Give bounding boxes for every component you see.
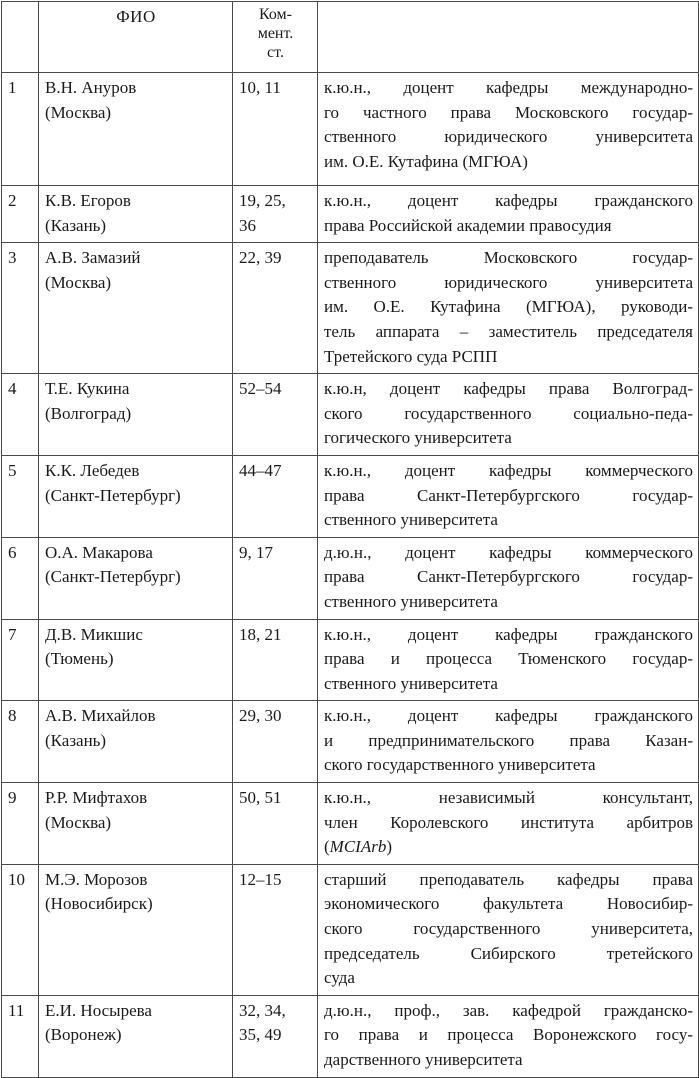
header-number bbox=[2, 2, 39, 73]
articles-cell bbox=[233, 243, 318, 374]
author-info-line: ственного юридического университета bbox=[324, 272, 693, 292]
author-info-line: ственного университета bbox=[324, 510, 498, 530]
articles-cell bbox=[233, 186, 318, 243]
table-row bbox=[2, 619, 699, 701]
articles-value: 35, 49 bbox=[239, 1025, 282, 1045]
author-info-line: ственного университета bbox=[324, 591, 498, 611]
author-info-line: гогического университета bbox=[324, 428, 512, 448]
row-number: 4 bbox=[2, 374, 39, 456]
author-name: О.А. Макарова bbox=[45, 542, 153, 562]
author-info-line: к.ю.н., доцент кафедры гражданского bbox=[324, 191, 693, 210]
author-info-cell bbox=[318, 864, 699, 995]
row-number: 10 bbox=[2, 864, 39, 995]
row-number: 5 bbox=[2, 455, 39, 537]
articles-cell bbox=[233, 864, 318, 995]
table-row bbox=[2, 186, 699, 243]
author-info-line: права Российской академии правосудия bbox=[324, 215, 612, 235]
table-header-row bbox=[2, 2, 699, 73]
author-name-cell bbox=[39, 73, 233, 186]
author-name-cell bbox=[39, 186, 233, 243]
author-info-line: го права и процесса Воронежского госу- bbox=[324, 1025, 693, 1045]
articles-cell bbox=[233, 374, 318, 456]
author-info-line: д.ю.н., доцент кафедры коммерческого bbox=[324, 542, 693, 562]
author-info-line: и предпринимательского права Казан- bbox=[324, 730, 693, 750]
author-name-cell bbox=[39, 995, 233, 1077]
row-number: 2 bbox=[2, 186, 39, 243]
author-name-cell bbox=[39, 374, 233, 456]
articles-cell bbox=[233, 619, 318, 701]
author-info-line: д.ю.н., проф., зав. кафедрой гражданско- bbox=[324, 1000, 693, 1020]
author-name-cell bbox=[39, 455, 233, 537]
row-number: 11 bbox=[2, 995, 39, 1077]
author-info-line: права Санкт-Петербургского государ- bbox=[324, 567, 693, 587]
author-info-line: экономического факультета Новосибир- bbox=[324, 894, 693, 914]
author-info-cell bbox=[318, 537, 699, 619]
author-name-cell bbox=[39, 243, 233, 374]
author-info-line: член Королевского института арбитров bbox=[324, 812, 693, 832]
header-info bbox=[318, 2, 699, 73]
author-info-line: тель аппарата – заместитель председателя bbox=[324, 321, 693, 341]
author-info-line: к.ю.н., доцент кафедры коммерческого bbox=[324, 460, 693, 480]
row-number: 3 bbox=[2, 243, 39, 374]
header-articles-line: мент. bbox=[257, 25, 294, 42]
author-city: (Новосибирск) bbox=[45, 894, 153, 914]
author-name-cell bbox=[39, 619, 233, 701]
author-info-line: к.ю.н., доцент кафедры гражданского bbox=[324, 624, 693, 644]
author-info-line: к.ю.н., доцент кафедры международно- bbox=[324, 78, 693, 97]
author-info-line: Третейского суда РСПП bbox=[324, 346, 498, 366]
table-row bbox=[2, 995, 699, 1077]
author-info-cell bbox=[318, 619, 699, 701]
author-name-cell bbox=[39, 783, 233, 865]
author-info-line: ственного юридического университета bbox=[324, 127, 693, 147]
row-number: 8 bbox=[2, 701, 39, 783]
articles-value: 44–47 bbox=[239, 460, 282, 480]
articles-cell bbox=[233, 701, 318, 783]
author-name: К.В. Егоров bbox=[45, 191, 131, 210]
articles-value: 9, 17 bbox=[239, 542, 273, 562]
articles-value: 22, 39 bbox=[239, 248, 282, 268]
author-info-cell bbox=[318, 374, 699, 456]
articles-cell bbox=[233, 995, 318, 1077]
author-city: (Санкт-Петербург) bbox=[45, 567, 181, 587]
author-name: Д.В. Микшис bbox=[45, 624, 143, 644]
header-articles bbox=[233, 2, 318, 73]
author-city: (Волгоград) bbox=[45, 403, 132, 423]
author-name: К.К. Лебедев bbox=[45, 460, 140, 480]
italic-abbreviation: MCIArb bbox=[329, 837, 387, 857]
author-info-line: ственного университета bbox=[324, 673, 498, 693]
author-city: (Санкт-Петербург) bbox=[45, 485, 181, 505]
author-info-line: го частного права Московского государ- bbox=[324, 102, 693, 122]
author-name-cell bbox=[39, 701, 233, 783]
author-info-cell bbox=[318, 455, 699, 537]
author-name: Е.И. Носырева bbox=[45, 1000, 152, 1020]
author-info-line: права и процесса Тюменского государ- bbox=[324, 649, 693, 669]
author-city: (Москва) bbox=[45, 812, 112, 832]
author-info-cell bbox=[318, 783, 699, 865]
articles-cell bbox=[233, 783, 318, 865]
table-row bbox=[2, 243, 699, 374]
row-number: 9 bbox=[2, 783, 39, 865]
author-info-line: к.ю.н., независимый консультант, bbox=[324, 788, 693, 808]
table-row bbox=[2, 701, 699, 783]
table-row bbox=[2, 455, 699, 537]
author-info-line: старший преподаватель кафедры права bbox=[324, 869, 693, 889]
table-row bbox=[2, 537, 699, 619]
author-info-line: ского государственного университета bbox=[324, 755, 596, 775]
author-info-line: им. О.Е. Кутафина (МГЮА) bbox=[324, 151, 528, 171]
articles-value: 32, 34, bbox=[239, 1000, 286, 1020]
articles-value: 12–15 bbox=[239, 869, 282, 889]
author-city: (Тюмень) bbox=[45, 649, 114, 669]
articles-cell bbox=[233, 537, 318, 619]
author-info-line: ского государственного университета, bbox=[324, 919, 693, 939]
articles-value: 52–54 bbox=[239, 379, 282, 399]
header-articles-line: Ком- bbox=[258, 6, 293, 23]
author-city: (Москва) bbox=[45, 272, 112, 292]
author-info-cell bbox=[318, 186, 699, 243]
author-info-line: ского государственного социально-педа- bbox=[324, 403, 693, 423]
author-info-line: дарственного университета bbox=[324, 1050, 523, 1069]
author-info-line: им. О.Е. Кутафина (МГЮА), руководи- bbox=[324, 297, 693, 317]
row-number: 1 bbox=[2, 73, 39, 186]
author-city: (Казань) bbox=[45, 730, 107, 750]
articles-value: 10, 11 bbox=[239, 78, 281, 97]
author-info-line: (MCIArb) bbox=[324, 837, 393, 857]
row-number: 7 bbox=[2, 619, 39, 701]
author-name: А.В. Михайлов bbox=[45, 706, 156, 726]
author-name: В.Н. Ануров bbox=[45, 78, 137, 97]
row-number: 6 bbox=[2, 537, 39, 619]
header-articles-line: ст. bbox=[267, 44, 284, 61]
articles-cell bbox=[233, 73, 318, 186]
author-name: Т.Е. Кукина bbox=[45, 379, 130, 399]
author-name: М.Э. Морозов bbox=[45, 869, 148, 889]
author-info-line: к.ю.н., доцент кафедры гражданского bbox=[324, 706, 693, 726]
author-city: (Москва) bbox=[45, 102, 112, 122]
table-row bbox=[2, 374, 699, 456]
author-info-line: председатель Сибирского третейского bbox=[324, 943, 693, 963]
author-info-line: преподаватель Московского государ- bbox=[324, 248, 693, 268]
author-info-line: права Санкт-Петербургского государ- bbox=[324, 485, 693, 505]
author-info-cell bbox=[318, 701, 699, 783]
articles-value: 36 bbox=[239, 215, 256, 235]
articles-value: 29, 30 bbox=[239, 706, 282, 726]
table-body bbox=[2, 73, 699, 1078]
author-info-cell bbox=[318, 73, 699, 186]
table-row bbox=[2, 783, 699, 865]
authors-table bbox=[1, 1, 699, 1078]
author-info-line: к.ю.н, доцент кафедры права Волгоград- bbox=[324, 379, 693, 399]
header-name: ФИО bbox=[39, 2, 233, 73]
author-info-line: суда bbox=[324, 968, 355, 988]
articles-cell bbox=[233, 455, 318, 537]
author-city: (Казань) bbox=[45, 215, 107, 235]
author-name-cell bbox=[39, 537, 233, 619]
author-name-cell bbox=[39, 864, 233, 995]
author-name: Р.Р. Мифтахов bbox=[45, 788, 148, 808]
table-row bbox=[2, 73, 699, 186]
author-info-cell bbox=[318, 243, 699, 374]
author-name: А.В. Замазий bbox=[45, 248, 141, 268]
articles-value: 50, 51 bbox=[239, 788, 282, 808]
articles-value: 19, 25, bbox=[239, 191, 286, 210]
author-info-cell bbox=[318, 995, 699, 1077]
articles-value: 18, 21 bbox=[239, 624, 282, 644]
author-city: (Воронеж) bbox=[45, 1025, 122, 1045]
table-row bbox=[2, 864, 699, 995]
